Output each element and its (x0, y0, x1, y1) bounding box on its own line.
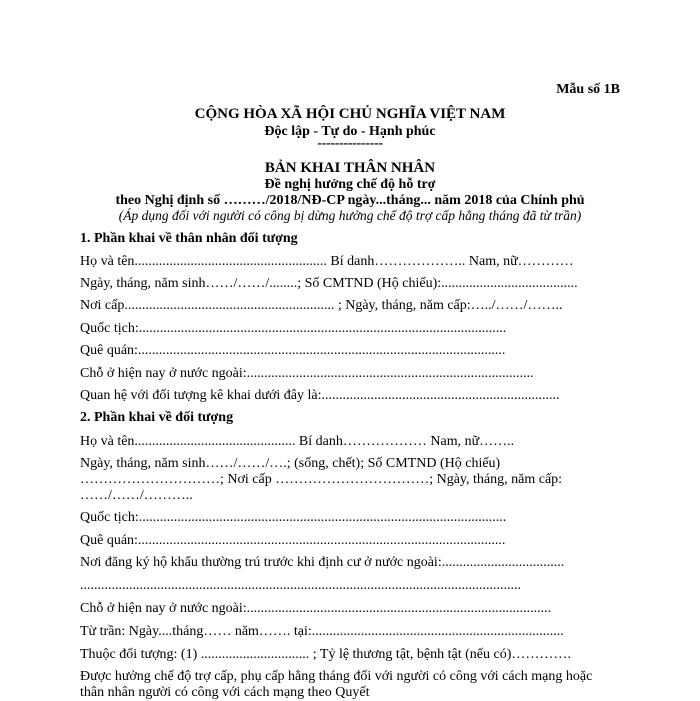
s1-nationality-line: Quốc tịch:......................................................................................................... (80, 321, 507, 336)
decree-reference: theo Nghị định số ………/2018/NĐ-CP ngày...tháng... năm 2018 của Chính phủ (115, 193, 585, 208)
s1-birth-id-line: Ngày, tháng, năm sinh……/……/........; Số CMTND (Hộ chiếu):....................................... (80, 276, 578, 291)
s2-type-line: Thuộc đối tượng: (1) ............................... ; Tỷ lệ thương tật, bệnh tật (nếu có)…………. (80, 647, 571, 662)
section2-heading: 2. Phần khai về đối tượng (80, 410, 234, 425)
s1-hometown-line: Quê quán:......................................................................................................... (80, 343, 506, 358)
s1-name-line: Họ và tên....................................................... Bí danh……………….. Nam, nữ………… (80, 254, 574, 269)
s2-birth-id-paragraph: Ngày, tháng, năm sinh……/……/….; (sống, chết); Số CMTND (Hộ chiếu) …………………………; Nơi cấp ……………………………; Ngày, tháng, năm cấp: ……/……/……….. (80, 456, 563, 503)
section1-heading: 1. Phần khai về thân nhân đối tượng (80, 231, 298, 246)
s2-death-line: Từ trần: Ngày....tháng…… năm……. tại:........................................................................ (80, 624, 564, 639)
document-subtitle: Đề nghị hưởng chế độ hỗ trợ (264, 177, 436, 192)
s1-relationship-line: Quan hệ với đối tượng kê khai dưới đây là:.................................................................... (80, 388, 560, 403)
motto: Độc lập - Tự do - Hạnh phúc (264, 124, 436, 139)
s2-benefit-paragraph: Được hưởng chế độ trợ cấp, phụ cấp hằng tháng đối với người có công với cách mạng hoặc thân nhân người có công với cách mạng theo Quyết (80, 669, 593, 700)
nation-heading: CỘNG HÒA XÃ HỘI CHỦ NGHĨA VIỆT NAM (194, 106, 506, 122)
header-rule: --------------- (317, 136, 383, 151)
s1-residence-line: Chỗ ở hiện nay ở nước ngoài:.................................................................................. (80, 366, 534, 381)
s2-residence-line: Chỗ ở hiện nay ở nước ngoài:....................................................................................... (80, 601, 552, 616)
s2-name-line: Họ và tên.............................................. Bí danh……………… Nam, nữ…….. (80, 434, 515, 449)
s2-hometown-line: Quê quán:......................................................................................................... (80, 533, 506, 548)
s2-registration-cont-line: .............................................................................................................................. (80, 578, 521, 593)
document-title: BẢN KHAI THÂN NHÂN (264, 160, 436, 176)
s2-registration-line: Nơi đăng ký hộ khẩu thường trú trước khi định cư ở nước ngoài:................................... (80, 555, 565, 570)
s1-issue-line: Nơi cấp............................................................ ; Ngày, tháng, năm cấp:…../……/…….. (80, 298, 563, 313)
s2-nationality-line: Quốc tịch:......................................................................................................... (80, 510, 507, 525)
scope-note: (Áp dụng đối với người có công bị dừng hưởng chế độ trợ cấp hằng tháng đã từ trần) (118, 208, 582, 223)
form-code: Mẫu số 1B (556, 82, 620, 97)
